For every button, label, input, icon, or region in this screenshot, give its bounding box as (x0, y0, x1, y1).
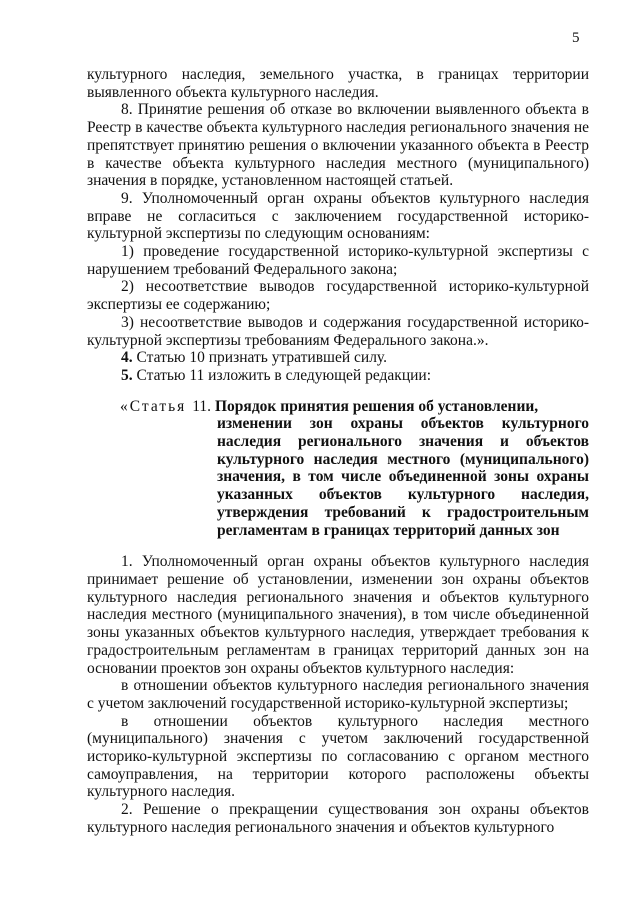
article-paragraph-regional: в отношении объектов культурного наследия регионального значения с учетом заключений государственной историко-культурной экспертизы; (87, 677, 589, 712)
article-title-rest: изменении зон охраны объектов культурного наследия регионального значения и объектов культурного наследия местного (муниципального) значения, в том числе объединенной зоны охраны указанных объектов культурного наследия, утверждения требований к градостроительным регламентам в границах территорий данных зон (217, 415, 589, 539)
article-paragraph-1: 1. Уполномоченный орган охраны объектов культурного наследия принимает решение об установлении, изменении зон охраны объектов культурного наследия регионального значения и объектов культурного наследия местного (муниципального значения), в том числе объединенной зоны указанных объектов культурного наследия, утверждает требования к градостроительным регламентам в границах территорий данных зон на основании проектов зон охраны объектов культурного наследия: (87, 553, 589, 677)
item-5-text: Статью 11 изложить в следующей редакции: (132, 366, 432, 384)
page-number: 5 (572, 30, 580, 46)
article-body (87, 553, 589, 836)
paragraph-continuation: культурного наследия, земельного участка, в границах территории выявленного объекта культурного наследия. (87, 66, 589, 101)
article-label-number: 11. (192, 397, 211, 415)
item-4-text: Статью 10 признать утратившей силу. (132, 349, 387, 367)
paragraph-item-9: 9. Уполномоченный орган охраны объектов культурного наследия вправе не согласиться с заключением государственной историко-культурной экспертизы по следующим основаниям: (87, 189, 589, 243)
paragraph-item-4 (87, 349, 589, 367)
article-title-first-line: Порядок принятия решения об установлении, (215, 397, 539, 415)
paragraph-subitem-3: 3) несоответствие выводов и содержания государственной историко-культурной экспертизы требованиям Федерального закона.». (87, 313, 589, 349)
article-heading (87, 398, 589, 416)
paragraph-subitem-2: 2) несоответствие выводов государственной историко-культурной экспертизы ее содержанию; (87, 278, 589, 314)
paragraph-item-8: 8. Принятие решения об отказе во включении выявленного объекта в Реестр в качестве объекта культурного наследия регионального значения не препятствует принятию решения о включении указанного объекта в Реестр в качестве объекта культурного наследия местного (муниципального) значения в порядке, установленном настоящей статьей. (87, 101, 589, 190)
item-4-number: 4. (121, 349, 133, 367)
article-label-prefix: «Статья (120, 397, 187, 415)
article-paragraph-2: 2. Решение о прекращении существования зон охраны объектов культурного наследия регионального значения и объектов культурного (87, 801, 589, 836)
paragraph-item-5 (87, 367, 589, 385)
article-label (120, 398, 215, 416)
article-paragraph-local: в отношении объектов культурного наследия местного (муниципального) значения с учетом заключений государственной историко-культурной экспертизы по согласованию с органом местного самоуправления, на территории которого расположены объекты культурного наследия. (87, 712, 589, 801)
item-5-number: 5. (121, 366, 133, 384)
document-body (87, 66, 589, 837)
paragraph-subitem-1: 1) проведение государственной историко-культурной экспертизы с нарушением требований Федерального закона; (87, 243, 589, 278)
